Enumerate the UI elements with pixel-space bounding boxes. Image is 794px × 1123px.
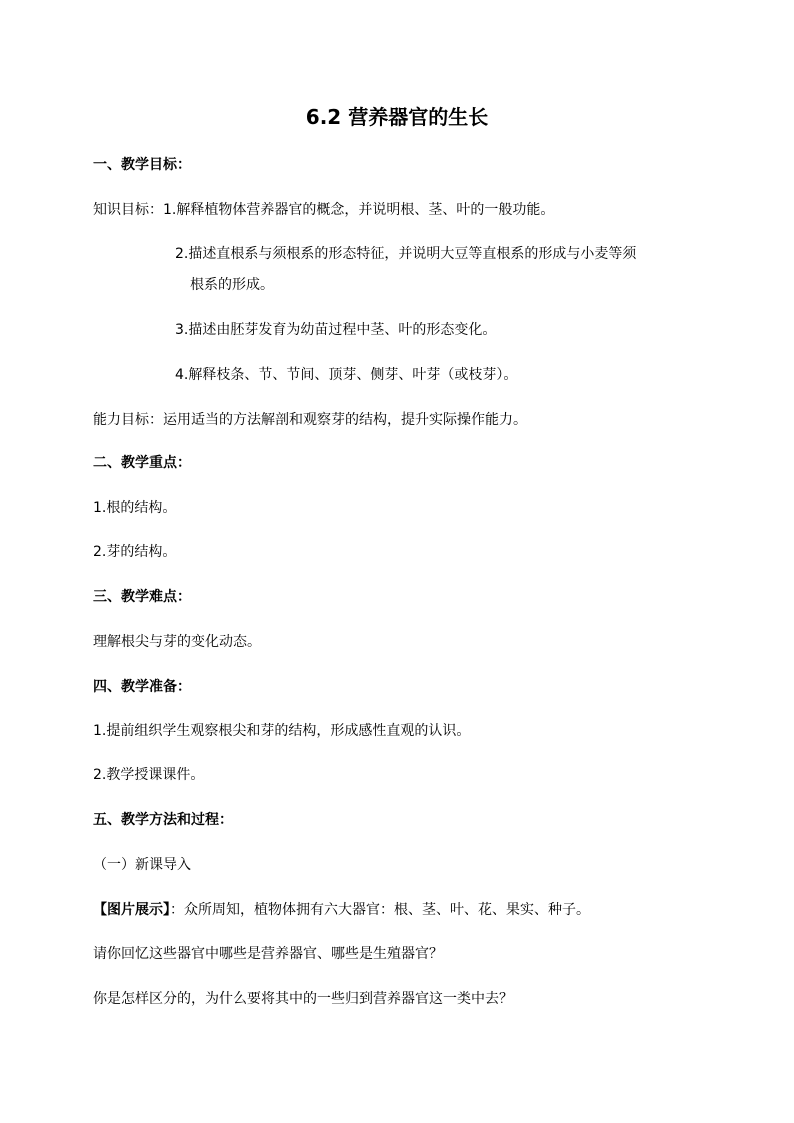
- difficulty-text: 理解根尖与芽的变化动态。: [93, 634, 261, 650]
- knowledge-item-2: 2.描述直根系与须根系的形态特征，并说明大豆等直根系的形成与小麦等须: [175, 246, 637, 262]
- question-2: 你是怎样区分的，为什么要将其中的一些归到营养器官这一类中去？: [93, 991, 513, 1007]
- document-title: 6.2 营养器官的生长: [305, 105, 489, 129]
- section-heading-difficulties: 三、教学难点：: [93, 589, 191, 605]
- question-1: 请你回忆这些器官中哪些是营养器官、哪些是生殖器官？: [93, 946, 443, 962]
- preparation-item-2: 2.教学授课课件。: [93, 767, 205, 783]
- preparation-item-1: 1.提前组织学生观察根尖和芽的结构，形成感性直观的认识。: [93, 723, 471, 739]
- knowledge-item-3: 3.描述由胚芽发育为幼苗过程中茎、叶的形态变化。: [175, 322, 497, 338]
- key-point-1: 1.根的结构。: [93, 500, 177, 516]
- section-heading-key-points: 二、教学重点：: [93, 455, 191, 471]
- knowledge-item-2-continued: 根系的形成。: [190, 277, 274, 293]
- knowledge-item-4: 4.解释枝条、节、节间、顶芽、侧芽、叶芽（或枝芽）。: [175, 367, 518, 383]
- picture-display-label: 【图片展示】: [93, 902, 170, 918]
- subsection-heading-intro: （一）新课导入: [93, 857, 191, 873]
- section-heading-objectives: 一、教学目标：: [93, 157, 191, 173]
- knowledge-item-1: 1.解释植物体营养器官的概念，并说明根、茎、叶的一般功能。: [163, 202, 555, 218]
- section-heading-methods: 五、教学方法和过程：: [93, 812, 233, 828]
- section-heading-preparation: 四、教学准备：: [93, 679, 191, 695]
- key-point-2: 2.芽的结构。: [93, 544, 177, 560]
- ability-objective: 能力目标：运用适当的方法解剖和观察芽的结构，提升实际操作能力。: [93, 412, 527, 428]
- picture-display-text: ：众所周知，植物体拥有六大器官：根、茎、叶、花、果实、种子。: [170, 902, 590, 918]
- knowledge-objective-row: [93, 200, 554, 220]
- picture-display-row: [93, 900, 590, 920]
- knowledge-objective-label: 知识目标：: [93, 202, 163, 218]
